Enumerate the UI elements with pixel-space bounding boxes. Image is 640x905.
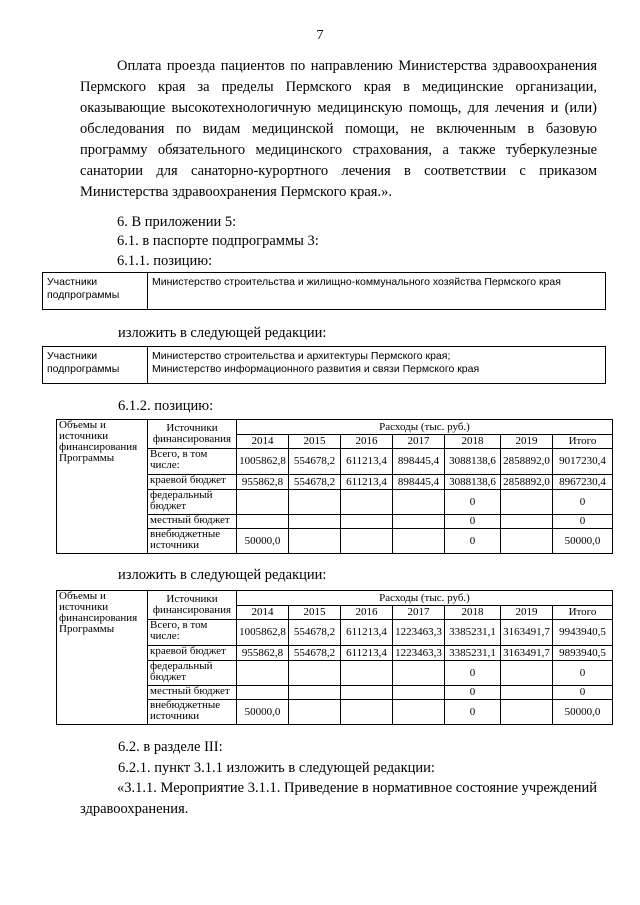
table-cell [289, 700, 341, 725]
table-cell [341, 515, 393, 529]
table-cell: 0 [445, 529, 501, 554]
table-cell [501, 686, 553, 700]
table-cell [237, 686, 289, 700]
table-cell [289, 686, 341, 700]
financing-sources-header: Источники финансирования [148, 591, 237, 620]
table-cell: 554678,2 [289, 449, 341, 475]
participants-new-line2: Министерство информационного развития и связи Пермского края [152, 363, 480, 375]
year-header: 2018 [445, 606, 501, 620]
expenses-header: Расходы (тыс. руб.) [237, 591, 613, 606]
table-cell: 0 [445, 515, 501, 529]
table-cell [393, 700, 445, 725]
table-cell [501, 529, 553, 554]
expenses-header: Расходы (тыс. руб.) [237, 420, 613, 435]
row-label: краевой бюджет [148, 475, 237, 490]
table-cell [289, 490, 341, 515]
row-label: внебюджетные источники [148, 700, 237, 725]
table-cell: 9017230,4 [553, 449, 613, 475]
table-cell: 611213,4 [341, 449, 393, 475]
table-cell [501, 700, 553, 725]
table-cell: 1223463,3 [393, 646, 445, 661]
year-header: 2017 [393, 435, 445, 449]
table-cell: 1005862,8 [237, 620, 289, 646]
participants-new-value [148, 347, 606, 384]
row-label: Всего, в том числе: [148, 620, 237, 646]
table-cell: 9893940,5 [553, 646, 613, 661]
table-cell: 2858892,0 [501, 449, 553, 475]
row-label: местный бюджет [148, 515, 237, 529]
table-cell [237, 515, 289, 529]
table-cell: 898445,4 [393, 475, 445, 490]
financing-table-old [56, 419, 613, 554]
item-6-2-1: 6.2.1. пункт 3.1.1 изложить в следующей редакции: [118, 760, 435, 776]
table-cell: 955862,8 [237, 646, 289, 661]
row-label: внебюджетные источники [148, 529, 237, 554]
table-cell: 955862,8 [237, 475, 289, 490]
table-cell: 1223463,3 [393, 620, 445, 646]
table-cell: 554678,2 [289, 646, 341, 661]
intro-paragraph: Оплата проезда пациентов по направлению Министерства здравоохранения Пермского края за пределы Пермского края в медицинские организации, оказывающие высокотехнологичную медицинскую помощь, для лечения и (или) обследования по видам медицинской помощи, не включенным в базовую программу обязательного медицинского страхования, а также туберкулезные санатории для санаторно-курортного лечения в соответствии с приказом Министерства здравоохранения Пермского края.». [80, 58, 597, 200]
table-cell: 3163491,7 [501, 646, 553, 661]
year-header: 2015 [289, 606, 341, 620]
table-cell: 554678,2 [289, 620, 341, 646]
table-cell [341, 529, 393, 554]
table-cell: 554678,2 [289, 475, 341, 490]
participants-new-line1: Министерство строительства и архитектуры Пермского края; [152, 350, 451, 362]
financing-volumes-label: Объемы и источники финансирования Программы [57, 591, 148, 725]
new-edition-2: изложить в следующей редакции: [118, 567, 327, 583]
table-cell [237, 661, 289, 686]
participants-old-table [42, 272, 606, 310]
table-cell: 3088138,6 [445, 475, 501, 490]
financing-table-new [56, 590, 613, 725]
page-number: 7 [316, 28, 324, 43]
table-cell [289, 661, 341, 686]
year-header: 2014 [237, 435, 289, 449]
total-header: Итого [553, 435, 613, 449]
table-cell [341, 686, 393, 700]
table-cell [393, 661, 445, 686]
table-cell [289, 529, 341, 554]
table-cell: 50000,0 [553, 529, 613, 554]
participants-old-label: Участники подпрограммы [43, 273, 148, 310]
financing-volumes-label: Объемы и источники финансирования Программы [57, 420, 148, 554]
year-header: 2016 [341, 435, 393, 449]
table-cell: 9943940,5 [553, 620, 613, 646]
table-cell [501, 490, 553, 515]
total-header: Итого [553, 606, 613, 620]
item-6-1-2: 6.1.2. позицию: [118, 398, 214, 414]
table-cell: 2858892,0 [501, 475, 553, 490]
year-header: 2015 [289, 435, 341, 449]
table-cell: 8967230,4 [553, 475, 613, 490]
table-cell: 898445,4 [393, 449, 445, 475]
table-cell: 611213,4 [341, 475, 393, 490]
table-cell [501, 515, 553, 529]
table-cell: 3163491,7 [501, 620, 553, 646]
table-cell [341, 661, 393, 686]
table-cell [341, 490, 393, 515]
table-cell: 611213,4 [341, 646, 393, 661]
table-cell [393, 490, 445, 515]
year-header: 2019 [501, 606, 553, 620]
table-cell [393, 529, 445, 554]
table-cell: 0 [445, 686, 501, 700]
year-header: 2018 [445, 435, 501, 449]
table-cell: 50000,0 [237, 529, 289, 554]
row-label: Всего, в том числе: [148, 449, 237, 475]
table-cell: 1005862,8 [237, 449, 289, 475]
row-label: краевой бюджет [148, 646, 237, 661]
item-6: 6. В приложении 5: [117, 214, 237, 230]
financing-sources-header: Источники финансирования [148, 420, 237, 449]
year-header: 2019 [501, 435, 553, 449]
table-cell [501, 661, 553, 686]
item-6-1-1: 6.1.1. позицию: [117, 253, 213, 269]
participants-old-value: Министерство строительства и жилищно-коммунального хозяйства Пермского края [148, 273, 606, 310]
table-cell: 3088138,6 [445, 449, 501, 475]
row-label: федеральный бюджет [148, 490, 237, 515]
table-cell: 0 [445, 490, 501, 515]
participants-new-table [42, 346, 606, 384]
year-header: 2014 [237, 606, 289, 620]
table-cell [393, 515, 445, 529]
table-cell: 3385231,1 [445, 646, 501, 661]
final-paragraph: «3.1.1. Мероприятие 3.1.1. Приведение в нормативное состояние учреждений здравоохранения. [80, 780, 597, 817]
table-cell: 0 [553, 686, 613, 700]
table-cell: 0 [445, 700, 501, 725]
table-cell: 0 [553, 490, 613, 515]
year-header: 2017 [393, 606, 445, 620]
new-edition-1: изложить в следующей редакции: [118, 325, 327, 341]
row-label: федеральный бюджет [148, 661, 237, 686]
item-6-2: 6.2. в разделе III: [118, 739, 223, 755]
table-cell [237, 490, 289, 515]
table-cell: 3385231,1 [445, 620, 501, 646]
table-cell: 611213,4 [341, 620, 393, 646]
table-cell: 0 [445, 661, 501, 686]
year-header: 2016 [341, 606, 393, 620]
row-label: местный бюджет [148, 686, 237, 700]
table-cell [393, 686, 445, 700]
table-cell [289, 515, 341, 529]
table-cell: 0 [553, 515, 613, 529]
participants-new-label: Участники подпрограммы [43, 347, 148, 384]
table-cell [341, 700, 393, 725]
table-cell: 50000,0 [237, 700, 289, 725]
item-6-1: 6.1. в паспорте подпрограммы 3: [117, 233, 319, 249]
table-cell: 50000,0 [553, 700, 613, 725]
table-cell: 0 [553, 661, 613, 686]
